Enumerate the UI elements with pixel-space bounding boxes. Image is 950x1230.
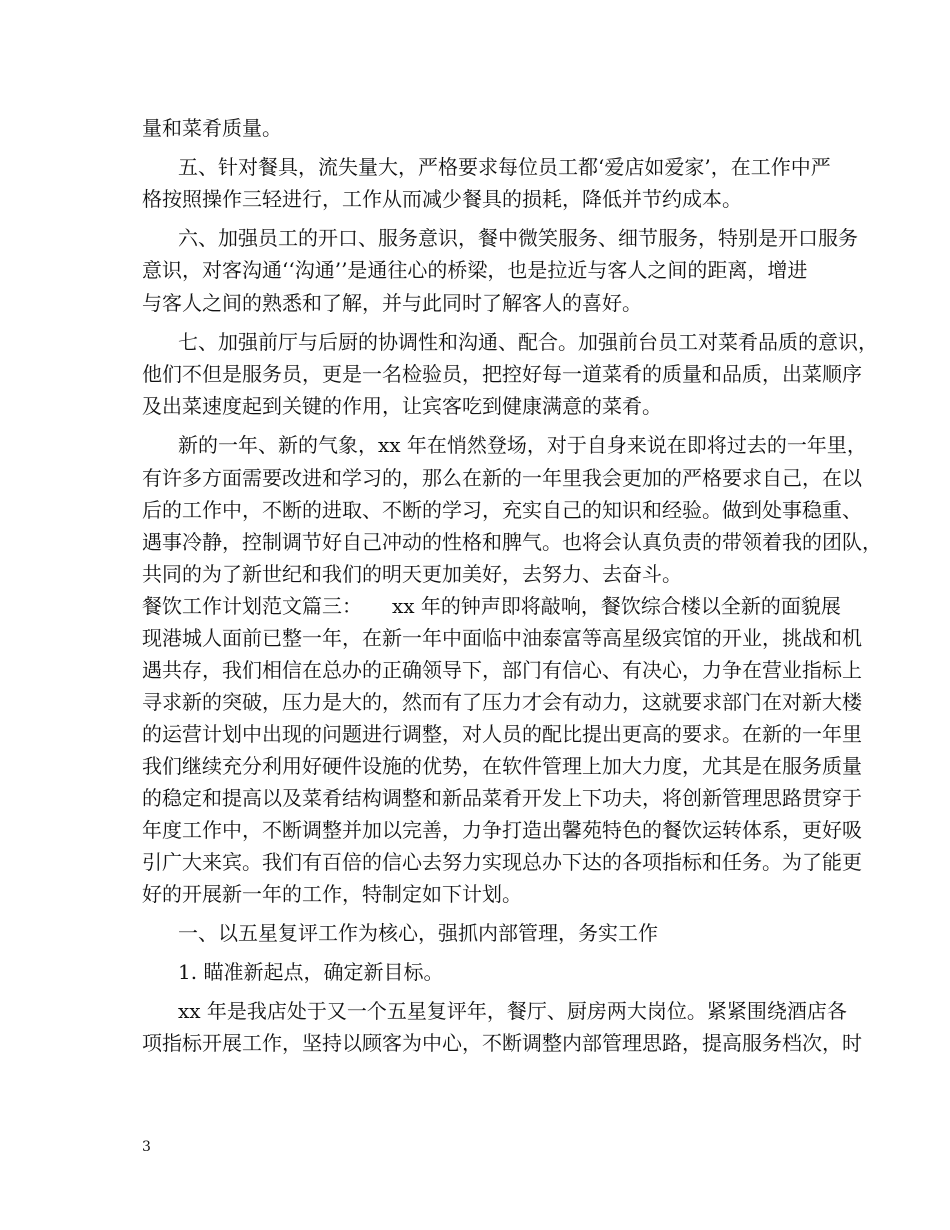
text-line: 意识，对客沟通‘‘沟通’’是通往心的桥梁，也是拉近与客人之间的距离，增进 [142,258,808,282]
text-line: 遇共存，我们相信在总办的正确领导下，部门有信心、有决心，力争在营业指标上 [142,658,862,682]
text-line: 遇事冷静，控制调节好自己冲动的性格和脾气。也将会认真负责的带领着我的团队， [142,530,882,554]
text-line: 项指标开展工作，坚持以顾客为中心，不断调整内部管理思路，提高服务档次，时 [142,1031,862,1055]
text-line: 1. 瞄准新起点，确定新目标。 [178,960,444,984]
text-line: 七、加强前厅与后厨的协调性和沟通、配合。加强前台员工对菜肴品质的意识， [178,330,878,354]
text-line: 的运营计划中出现的问题进行调整，对人员的配比提出更高的要求。在新的一年里 [142,722,862,746]
text-line: 餐饮工作计划范文篇三： xx 年的钟声即将敲响，餐饮综合楼以全新的面貌展 [142,594,841,618]
text-line: 六、加强员工的开口、服务意识，餐中微笑服务、细节服务，特别是开口服务 [178,226,858,250]
text-line: 一、以五星复评工作为核心，强抓内部管理，务实工作 [178,921,658,945]
text-line: xx 年是我店处于又一个五星复评年，餐厅、厨房两大岗位。紧紧围绕酒店各 [178,999,847,1023]
text-line: 有许多方面需要改进和学习的，那么在新的一年里我会更加的严格要求自己，在以 [142,466,862,490]
text-line: 与客人之间的熟悉和了解，并与此同时了解客人的喜好。 [142,291,642,315]
text-line: 后的工作中，不断的进取、不断的学习，充实自己的知识和经验。做到处事稳重、 [142,498,862,522]
text-line: 寻求新的突破，压力是大的，然而有了压力才会有动力，这就要求部门在对新大楼 [142,690,862,714]
text-line: 量和菜肴质量。 [142,116,282,140]
page-number: 3 [142,1139,151,1155]
text-line: 格按照操作三轻进行，工作从而减少餐具的损耗，降低并节约成本。 [142,187,742,211]
text-line: 好的开展新一年的工作，特制定如下计划。 [142,882,522,906]
text-line: 五、针对餐具，流失量大，严格要求每位员工都‘爱店如爱家’，在工作中严 [178,155,831,179]
text-line: 他们不但是服务员，更是一名检验员，把控好每一道菜肴的质量和品质，出菜顺序 [142,362,862,386]
text-line: 现港城人面前已整一年，在新一年中面临中油泰富等高星级宾馆的开业，挑战和机 [142,626,862,650]
text-line: 我们继续充分利用好硬件设施的优势，在软件管理上加大力度，尤其是在服务质量 [142,754,862,778]
text-line: 共同的为了新世纪和我们的明天更加美好，去努力、去奋斗。 [142,562,682,586]
text-line: 及出菜速度起到关键的作用，让宾客吃到健康满意的菜肴。 [142,394,662,418]
text-line: 年度工作中，不断调整并加以完善，力争打造出馨苑特色的餐饮运转体系，更好吸 [142,818,862,842]
text-line: 新的一年、新的气象，xx 年在悄然登场，对于自身来说在即将过去的一年里， [178,433,867,457]
text-line: 引广大来宾。我们有百倍的信心去努力实现总办下达的各项指标和任务。为了能更 [142,850,862,874]
text-line: 的稳定和提高以及菜肴结构调整和新品菜肴开发上下功夫，将创新管理思路贯穿于 [142,786,862,810]
